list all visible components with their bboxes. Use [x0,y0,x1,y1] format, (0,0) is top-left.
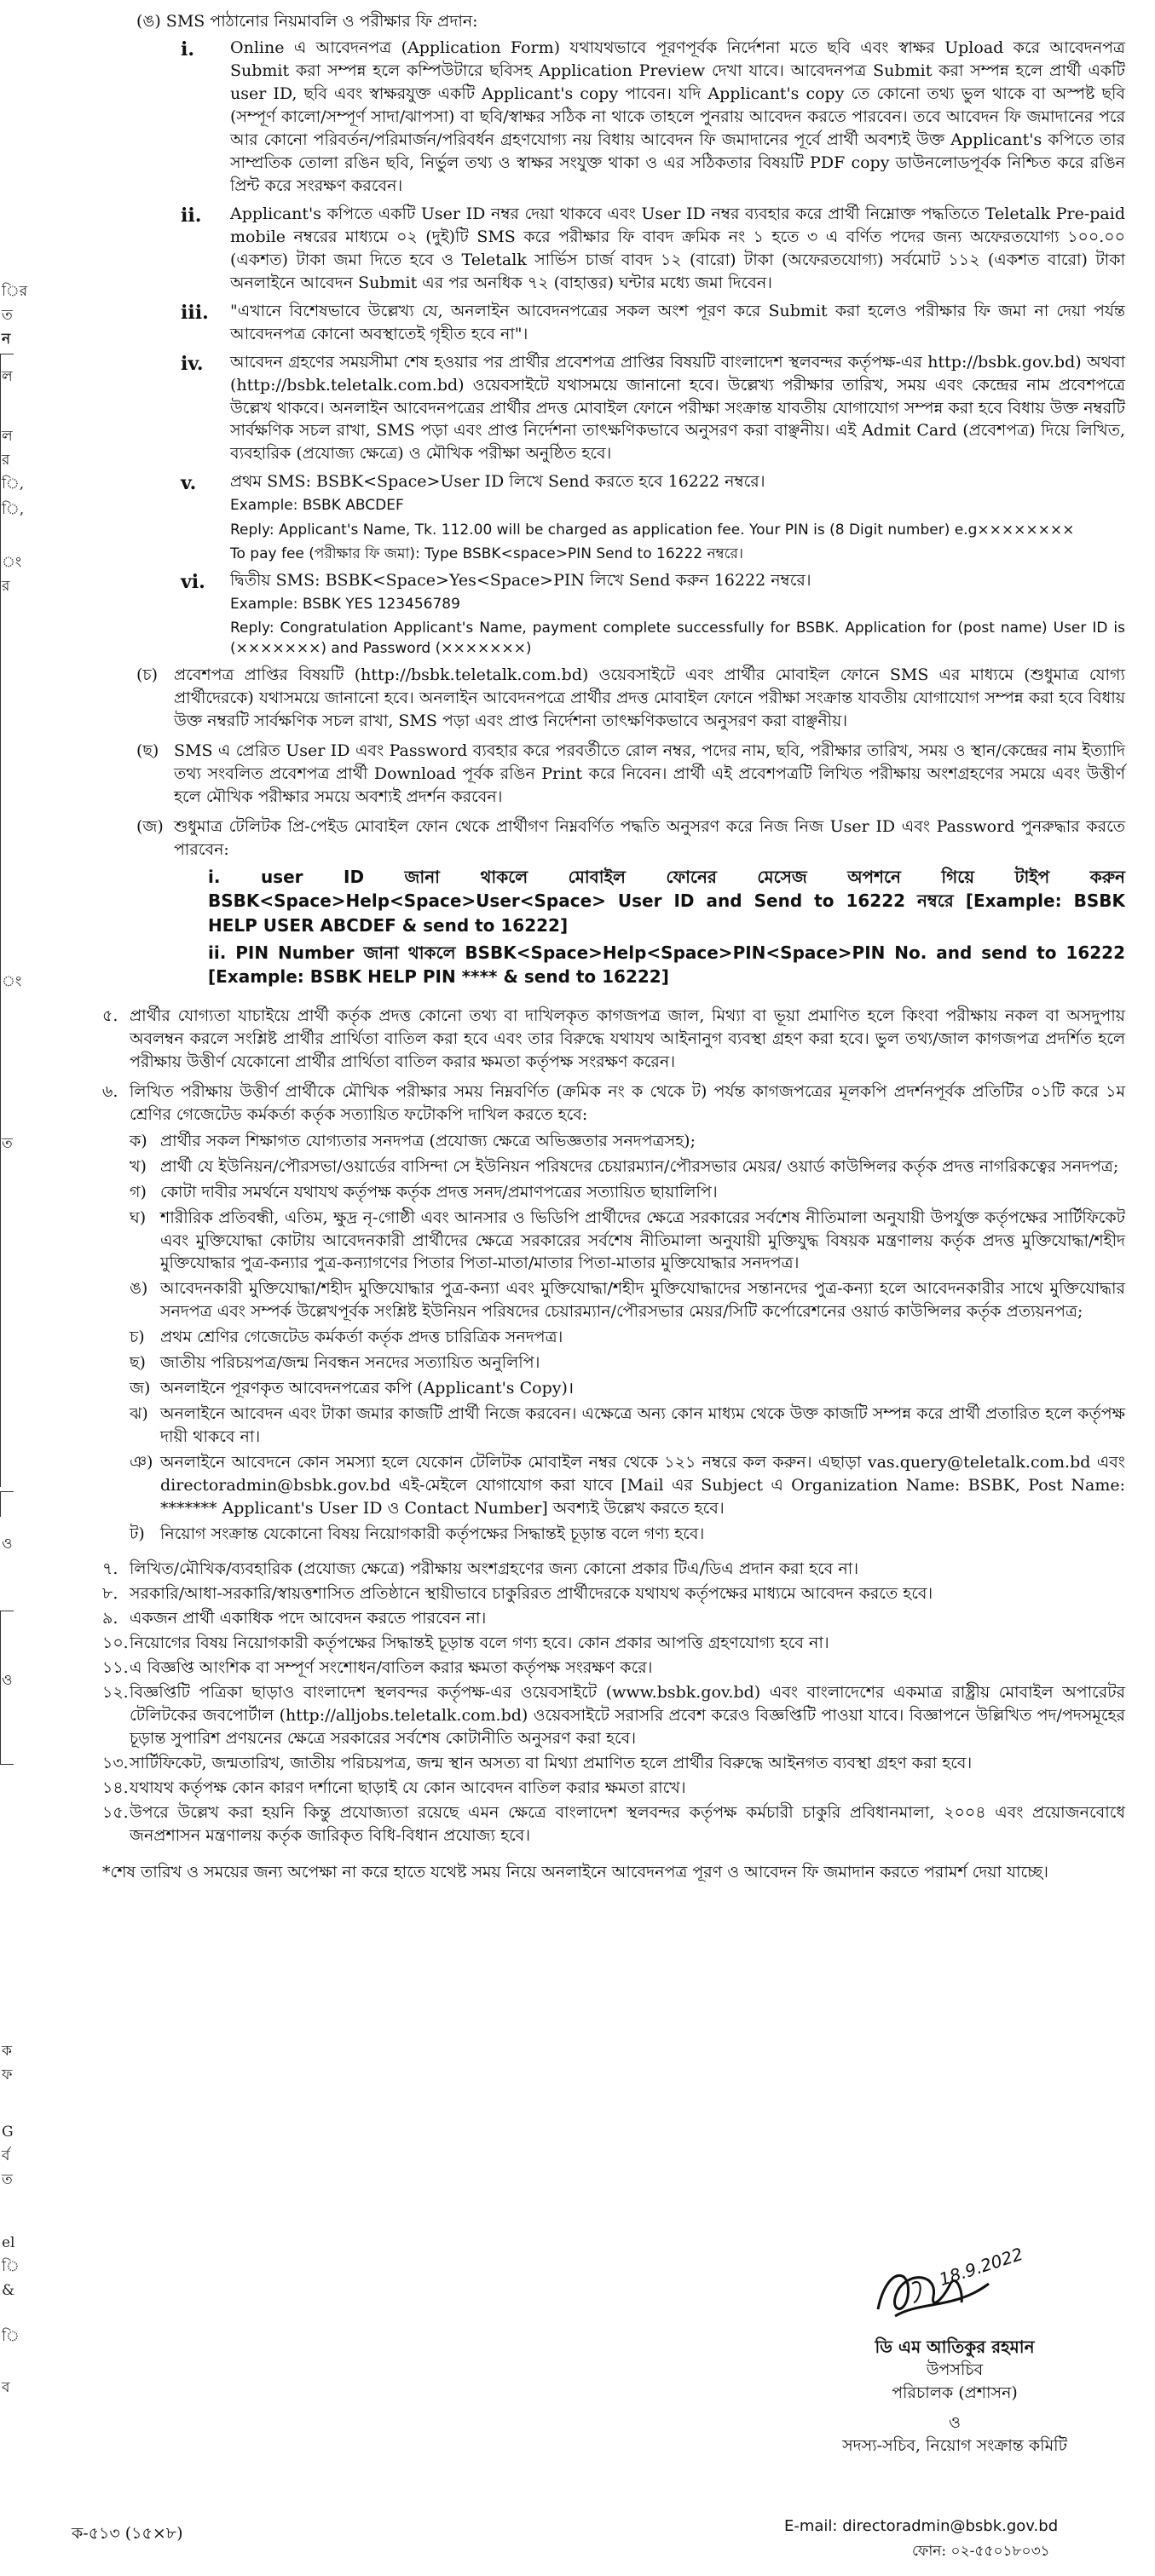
checklist-label: জ) [130,1379,151,1398]
sms-pay-instruction: To pay fee (পরীক্ষার ফি জমা): Type BSBK<space>PIN Send to 16222 নম্বরে। [230,545,743,562]
sms-item-vi [181,569,1125,659]
left-fragment: ত [2,307,13,324]
checklist-item [130,1277,1125,1323]
left-fragment: ক [2,2043,12,2060]
sms-item-ii [181,203,1125,295]
item-text: নিয়োগের বিষয় নিয়োগকারী কর্তৃপক্ষের সিদ্ধান্তই চূড়ান্ত বলে গণ্য হবে। কোন প্রকার আপত্তি গ্রহণযোগ্য হবে না। [130,1634,829,1653]
checklist-item [130,1207,1125,1276]
item-number: ৬. [102,1081,118,1101]
item-number: iv. [181,352,204,375]
left-fragment: ন [2,331,11,348]
general-conditions-list [102,1558,1125,1847]
left-fragment: র্ব [2,2147,10,2164]
checklist-item [130,1523,1125,1546]
left-fragment: el [2,2234,15,2251]
advisory-note: *শেষ তারিখ ও সময়ের জন্য অপেক্ষা না করে হাতে যথেষ্ট সময় নিয়ে অনলাইনে আবেদনপত্র পূরণ ও আবেদন ফি জমাদান করতে পরামর্শ দেয়া যাচ্ছে। [102,1862,1048,1882]
checklist-text: কোটা দাবীর সমর্থনে যথাযথ কর্তৃপক্ষ কর্তৃক প্রদত্ত সনদ/প্রমাণপত্রের সত্যায়িত ছায়ালিপি। [160,1182,718,1202]
left-fragment: ত [2,2171,13,2188]
condition-item [102,1632,1125,1655]
conjunction: ও [949,2413,961,2433]
recovery-user-id: i. user ID জানা থাকলে মোবাইল ফোনের মেসেজ অপশনে গিয়ে টাইপ করুন BSBK<Space>Help<Space>User<Space> User ID and Send to 16222 নম্বরে [Example: BSBK HELP USER ABCDEF & send to 16222] [208,866,1125,936]
officer-name: ডি এম আতিকুর রহমান [875,2337,1035,2357]
checklist-text: জাতীয় পরিচয়পত্র/জন্ম নিবন্ধন সনদের সত্যায়িত অনুলিপি। [160,1353,540,1373]
left-fragment: র [2,578,10,595]
item-number: ৭. [102,1559,118,1579]
left-fragment: ফ [2,2066,13,2083]
officer-title: সদস্য-সচিব, নিয়োগ সংক্রান্ত কমিটি [842,2436,1067,2456]
footer-code: ক-৫১৩ (১৫×৮) [72,2524,183,2543]
signature-date: 18.9.2022 [936,2243,1025,2291]
item-text: লিখিত পরীক্ষায় উত্তীর্ণ প্রার্থীকে মৌখিক পরীক্ষার সময় নিম্নবর্ণিত (ক্রমিক নং ক থেকে ট) পর্যন্ত কাগজপত্রের মূলকপি প্রদর্শনপূর্বক প্রতিটির ০১টি করে ১ম শ্রেণির গেজেটেড কর্মকর্তা কর্তৃক সত্যায়িত ফটোকপি দাখিল করতে হবে: [130,1081,1125,1124]
checklist-item [130,1403,1125,1449]
item-text: বিজ্ঞপ্তিটি পত্রিকা ছাড়াও বাংলাদেশ স্থলবন্দর কর্তৃপক্ষ-এর ওয়েবসাইটে (www.bsbk.gov.bd) এবং বাংলাদেশের একমাত্র রাষ্ট্রীয় মোবাইল অপারেটর টেলিটকের জবপোর্টাল (http://alljobs.teletalk.com.bd) ওয়েবসাইটে সরাসরি প্রবেশ করেও বিজ্ঞপ্তিটি পাওয়া যাবে। বিজ্ঞাপনে উল্লিখিত পদ/পদসমূহের চূড়ান্ত সুপারিশ প্রণয়নের ক্ষেত্রে সরকারের সর্বশেষ কোটানীতি অনুসরণ করা হবে। [130,1682,1125,1748]
checklist-text: শারীরিক প্রতিবন্ধী, এতিম, ক্ষুদ্র নৃ-গোষ্ঠী এবং আনসার ও ভিডিপি প্রার্থীদের ক্ষেত্রে সরকারের সর্বশেষ নীতিমালা অনুযায়ী উপর্যুক্ত কর্তৃপক্ষের সার্টিফিকেট এবং মুক্তিযোদ্ধা কোটায় আবেদনকারী প্রার্থীদের ক্ষেত্রে সরকারের সর্বশেষ নীতিমালা অনুযায়ী মুক্তিযুদ্ধ বিষয়ক মন্ত্রণালয় কর্তৃক প্রদত্ত মুক্তিযোদ্ধা/শহীদ মুক্তিযোদ্ধার পুত্র-কন্যার পুত্র-কন্যাগণের পিতার পিতা-মাতা/মাতার পিতা-মাতার মুক্তিযোদ্ধার সনদপত্র। [160,1207,1125,1273]
section-label: (চ) [136,666,159,685]
item-number: ১৪. [102,1778,129,1797]
sms-item-i [181,37,1125,198]
sms-reply: Reply: Congratulation Applicant's Name, payment complete successfully for BSBK. Application for (post name) User ID is (×××××××) and Password (×××××××) [230,619,1125,657]
checklist-item [130,1181,1125,1204]
item-number: ii. [181,204,202,227]
checklist-item [130,1351,1125,1374]
sms-item-v [181,470,1125,563]
item-5 [102,1005,1125,1074]
left-fragment: ির [2,283,28,300]
recovery-pin: ii. PIN Number জানা থাকলে BSBK<Space>Help<Space>PIN<Space>PIN No. and send to 16222 [Example: BSBK HELP PIN **** & send to 16222] [208,942,1125,988]
section-text: শুধুমাত্র টেলিটক প্রি-পেইড মোবাইল ফোন থেকে প্রার্থীগণ নিম্নবর্ণিত পদ্ধতি অনুসরণ করে নিজ নিজ User ID এবং Password পুনরুদ্ধার করতে পারবেন: [174,816,1125,859]
checklist-text: নিয়োগ সংক্রান্ত যেকোনো বিষয় নিয়োগকারী কর্তৃপক্ষের সিদ্ধান্তই চূড়ান্ত বলে গণ্য হবে। [160,1524,705,1544]
left-fragment: ি, [2,501,25,518]
condition-item [102,1801,1125,1847]
contact-phone: ফোন: ০২-৫৫০১৮০৩১ [912,2543,1050,2560]
checklist-item [130,1451,1125,1520]
officer-title: উপসচিব [926,2360,984,2380]
condition-item [102,1681,1125,1750]
checklist-label: ঞ) [130,1453,153,1472]
condition-item [102,1777,1125,1800]
checklist-text: প্রার্থীর সকল শিক্ষাগত যোগ্যতার সনদপত্র (প্রযোজ্য ক্ষেত্রে অভিজ্ঞতার সনদপত্রসহ); [160,1131,696,1150]
section-label: (ছ) [136,741,159,760]
checklist-text: আবেদনকারী মুক্তিযোদ্ধা/শহীদ মুক্তিযোদ্ধার পুত্র-কন্যা এবং মুক্তিযোদ্ধা/শহীদ মুক্তিযোদ্ধাদের সন্তানদের পুত্র-কন্যা হলে আবেদনকারীর সাথে মুক্তিযোদ্ধার সনদপত্র এবং সম্পর্ক উল্লেখপূর্বক সংশ্লিষ্ট ইউনিয়ন পরিষদের চেয়ারম্যান/পৌরসভার মেয়র/সিটি কর্পোরেশনের ওয়ার্ড কাউন্সিলর কর্তৃক প্রত্যয়নপত্র; [160,1279,1125,1322]
section-text: SMS এ প্রেরিত User ID এবং Password ব্যবহার করে পরবর্তীতে রোল নম্বর, পদের নাম, ছবি, পরীক্ষার তারিখ, সময় ও স্থান/কেন্দ্রের নাম ইত্যাদি তথ্য সংবলিত প্রবেশপত্র প্রার্থী Download পূর্বক রঙিন Print করে নিবেন। প্রার্থী এই প্রবেশপত্রটি লিখিত পরীক্ষায় অংশগ্রহণের সময়ে এবং উত্তীর্ণ হলে মৌখিক পরীক্ষার সময়ে অবশ্যই প্রদর্শন করবেন। [174,741,1125,806]
column-border [0,1491,1,1517]
item-text: দ্বিতীয় SMS: BSBK<Space>Yes<Space>PIN লিখে Send করুন 16222 নম্বরে। [230,570,811,590]
sms-example: Example: BSBK ABCDEF [230,497,404,515]
left-fragment: & [2,2282,15,2299]
left-fragment: ং [2,973,22,990]
left-fragment: ল [2,368,13,385]
checklist-label: চ) [130,1328,145,1347]
sms-reply: Reply: Applicant's Name, Tk. 112.00 will be charged as application fee. Your PIN is (8 Digit number) e.g×××××××× [230,521,1075,539]
checklist-item [130,1326,1125,1349]
item-number: ৮. [102,1584,118,1604]
item-6 [102,1081,1125,1127]
sms-item-iii [181,300,1125,346]
left-fragment: ল [2,428,13,445]
checklist-label: ঝ) [130,1404,148,1424]
left-fragment: ি [2,2328,20,2345]
checklist-item [130,1377,1125,1400]
item-number: ১১. [102,1657,129,1677]
checklist-text: প্রার্থী যে ইউনিয়ন/পৌরসভা/ওয়ার্ডের বাসিন্দা সে ইউনিয়ন পরিষদের চেয়ারম্যান/পৌরসভার মেয়র/ ওয়ার্ড কাউন্সিলর কর্তৃক প্রদত্ত নাগরিকত্বের সনদপত্র; [160,1156,1119,1176]
signature-block [767,2243,1142,2458]
checklist-label: ক) [130,1131,147,1150]
left-fragment: ি [2,2258,20,2275]
item-text: প্রার্থীর যোগ্যতা যাচাইয়ে প্রার্থী কর্তৃক প্রদত্ত কোনো তথ্য বা দাখিলকৃত কাগজপত্র জাল, মিথ্যা বা ভূয়া প্রমাণিত হলে কিংবা পরীক্ষায় নকল বা অসদুপায় অবলম্বন করলে সংশ্লিষ্ট প্রার্থীর প্রার্থিতা বাতিল করা হবে এবং তার বিরুদ্ধে যথাযথ আইনানুগ ব্যবস্থা গ্রহণ করা হবে। ভুল তথ্য/জাল কাগজপত্র প্রদর্শিত হলে পরীক্ষায় উত্তীর্ণ যেকোনো প্রার্থীর প্রার্থিতা বাতিল করার ক্ষমতা কর্তৃপক্ষ সংরক্ষণ করেন। [130,1006,1125,1071]
checklist-label: ঙ) [130,1279,148,1299]
condition-item [102,1657,1125,1680]
checklist-label: গ) [130,1182,147,1202]
item-number: ১০. [102,1634,129,1653]
item-text: এ বিজ্ঞপ্তি আংশিক বা সম্পূর্ণ সংশোধন/বাতিল করার ক্ষমতা কর্তৃপক্ষ সংরক্ষণ করে। [130,1657,653,1677]
column-border [0,1611,1,1764]
checklist-label: ছ) [130,1353,146,1373]
condition-item [102,1582,1125,1605]
item-text: Applicant's কপিতে একটি User ID নম্বর দেয়া থাকবে এবং User ID নম্বর ব্যবহার করে প্রার্থী নিম্নোক্ত পদ্ধতিতে Teletalk Pre-paid mobile নম্বরের মাধ্যমে ০২ (দুই)টি SMS করে পরীক্ষার ফি বাবদ ক্রমিক নং ১ হতে ৩ এ বর্ণিত পদের জন্য অফেরতযোগ্য ১০০.০০ (একশত) টাকা জমা দিতে হবে ও Teletalk সার্ভিস চার্জ বাবদ ১২ (বারো) টাকা (অফেরতযোগ্য) সর্বমোট ১১২ (একশত বারো) টাকা অনলাইনে আবেদন Submit এর পর অনধিক ৭২ (বাহাত্তর) ঘন্টার মধ্যে জমা দিবেন। [230,204,1125,292]
item-text: একজন প্রার্থী একাধিক পদে আবেদন করতে পারবেন না। [130,1609,487,1628]
item-text: সরকারি/আধা-সরকারি/স্বায়ত্তশাসিত প্রতিষ্ঠানে স্থায়ীভাবে চাকুরিরত প্রার্থীদেরকে যথাযথ কর্তৃপক্ষের মাধ্যমে আবেদন করতে হবে। [130,1584,933,1604]
left-fragment: ব [2,2379,10,2396]
checklist-label: ঘ) [130,1207,147,1227]
item-number: ৫. [102,1006,118,1025]
item-number: vi. [181,570,205,593]
column-rule [0,1491,14,1492]
condition-item [102,1752,1125,1775]
item-text: যথাযথ কর্তৃপক্ষ কোন কারণ দর্শানো ছাড়াই যে কোন আবেদন বাতিল করার ক্ষমতা রাখে। [130,1778,686,1797]
sms-example: Example: BSBK YES 123456789 [230,595,460,613]
checklist-label: ট) [130,1524,145,1544]
checklist-text: প্রথম শ্রেণির গেজেটেড কর্মকর্তা কর্তৃক প্রদত্ত চারিত্রিক সনদপত্র। [160,1328,563,1347]
condition-item [102,1607,1125,1630]
main-content [102,0,1125,1884]
item-text: সার্টিফিকেট, জন্মতারিখ, জাতীয় পরিচয়পত্র, জন্ম স্থান অসত্য বা মিথ্যা প্রমাণিত হলে প্রার্থীর বিরুদ্ধে আইনগত ব্যবস্থা গ্রহণ করা হবে। [130,1753,973,1772]
left-fragment: ত [2,1135,13,1152]
condition-item [102,1558,1125,1581]
item-text: Online এ আবেদনপত্র (Application Form) যথাযথভাবে পূরণপূর্বক নির্দেশনা মতে ছবি এবং স্বাক্ষর Upload করে আবেদনপত্র Submit করা সম্পন্ন হলে কম্পিউটারে ছবিসহ Application Preview দেখা যাবে। আবেদনপত্র Submit করা সম্পন্ন হলে প্রার্থী একটি user ID, ছবি এবং স্বাক্ষরযুক্ত একটি Applicant's copy পাবেন। যদি Applicant's copy তে কোনো তথ্য ভুল থাকে বা অস্পষ্ট ছবি (সম্পূর্ণ কালো/সম্পূর্ণ সাদা/ঝাপসা) বা ছবি/স্বাক্ষর সঠিক না থাকে তাহলে পুনরায় আবেদন করতে পারবেন। তবে আবেদন ফি জমাদানের পরে আর কোনো পরিবর্তন/পরিমার্জন/পরিবর্ধন গ্রহণযোগ্য নয় বিধায় আবেদন ফি জমাদানের পূর্বে প্রার্থী অবশ্যই উক্ত Applicant's কপিতে তার সাম্প্রতিক তোলা রঙিন ছবি, নির্ভুল তথ্য ও স্বাক্ষর সংযুক্ত থাকা ও এর সঠিকতার বিষয়টি PDF copy ডাউনলোডপূর্বক নিশ্চিত করে রঙিন প্রিন্ট করে সংরক্ষণ করবেন। [230,37,1125,195]
item-number: ১২. [102,1682,129,1702]
left-fragment: ও [2,1536,13,1553]
item-text: প্রথম SMS: BSBK<Space>User ID লিখে Send করতে হবে 16222 নম্বরে। [230,472,765,492]
left-fragment: ং [2,554,22,571]
left-fragment: G [2,2124,14,2141]
checklist-item [130,1155,1125,1179]
section-cha [136,664,1125,733]
item-text: লিখিত/মৌখিক/ব্যবহারিক (প্রযোজ্য ক্ষেত্রে) পরীক্ষায় অংশগ্রহণের জন্য কোনো প্রকার টিএ/ডিএ প্রদান করা হবে না। [130,1559,859,1579]
section-ja [136,815,1125,989]
sms-item-iv [181,351,1125,466]
item-number: v. [181,472,197,495]
item-text: আবেদন গ্রহণের সময়সীমা শেষ হওয়ার পর প্রার্থীর প্রবেশপত্র প্রাপ্তির বিষয়টি বাংলাদেশ স্থলবন্দর কর্তৃপক্ষ-এর http://bsbk.gov.bd) অথবা (http://bsbk.teletalk.com.bd) ওয়েবসাইটে যথাসময়ে জানানো হবে। উল্লেখ্য পরীক্ষার তারিখ, সময় এবং কেন্দ্রের নাম প্রবেশপত্রে উল্লেখ থাকবে। অনলাইন আবেদনপত্রের প্রার্থীর প্রদত্ত মোবাইল ফোনে পরীক্ষা সংক্রান্ত যাবতীয় যোগাযোগ সম্পন্ন করা হবে বিধায় উক্ত নম্বরটি সার্বক্ষণিক সচল রাখা, SMS পড়া এবং প্রাপ্ত নির্দেশনা তাৎক্ষণিকভাবে অনুসরণ করা বাঞ্ছনীয়। এই Admit Card (প্রবেশপত্র) দিয়ে লিখিত, ব্যবহারিক (প্রযোজ্য ক্ষেত্রে) ও মৌখিক পরীক্ষা অনুষ্ঠিত হবে। [230,352,1125,464]
checklist-text: অনলাইনে আবেদনে কোন সমস্যা হলে যেকোন টেলিটক মোবাইল নম্বর থেকে ১২১ নম্বরে কল করুন। এছাড়া vas.query@teletalk.com.bd এবং directoradmin@bsbk.gov.bd এই-মেইলে যোগাযোগ করা যাবে [Mail এর Subject এ Organization Name: BSBK, Post Name: ******* Applicant's User ID ও Contact Number] অবশ্যই উল্লেখ করতে হবে। [160,1453,1125,1519]
item-number: ১৩. [102,1753,129,1772]
item-text: "এখানে বিশেষভাবে উল্লেখ্য যে, অনলাইন আবেদনপত্রের সকল অংশ পূরণ করে Submit করা হলেও পরীক্ষার ফি জমা না দেয়া পর্যন্ত আবেদনপত্র কোনো অবস্থাতেই গৃহীত হবে না"। [230,301,1125,343]
checklist-label: খ) [130,1156,147,1176]
contact-email: E-mail: directoradmin@bsbk.gov.bd [784,2517,1059,2535]
item-number: ৯. [102,1609,118,1628]
section-text: প্রবেশপত্র প্রাপ্তির বিষয়টি (http://bsbk.teletalk.com.bd) ওয়েবসাইটে এবং প্রার্থীর মোবাইল ফোনে SMS এর মাধ্যমে (শুধুমাত্র যোগ্য প্রার্থীদেরকে) যথাসময়ে জানানো হবে। অনলাইন আবেদনপত্রে প্রার্থীর প্রদত্ত মোবাইল ফোনে পরীক্ষা সংক্রান্ত যাবতীয় যোগাযোগ সম্পন্ন করা হবে বিধায় উক্ত নম্বরটি সার্বক্ষণিক সচল রাখা, SMS পড়া এবং প্রাপ্ত নির্দেশনা তাৎক্ষণিকভাবে অনুসরণ করা বাঞ্ছনীয়। [174,666,1125,731]
item-number: i. [181,37,195,61]
item-number: ১৫. [102,1802,129,1822]
left-fragment: ি, [2,475,25,493]
section-label: (জ) [136,816,164,836]
column-border [0,354,1,1487]
left-fragment: ও [2,1672,13,1689]
checklist-text: অনলাইনে পূরণকৃত আবেদনপত্রের কপি (Applicant's Copy)। [160,1379,575,1398]
item-number: iii. [181,301,209,324]
left-fragment: র [2,452,10,469]
left-clipped-column [0,0,43,2539]
section-chha [136,740,1125,809]
column-rule [0,1764,14,1765]
checklist-item [130,1130,1125,1153]
item-text: উপরে উল্লেখ করা হয়নি কিন্তু প্রযোজ্যতা রয়েছে এমন ক্ষেত্রে বাংলাদেশ স্থলবন্দর কর্তৃপক্ষ কর্মচারী চাকুরি প্রবিধানমালা, ২০০৪ এবং প্রয়োজনবোধে জনপ্রশাসন মন্ত্রণালয় কর্তৃক জারিকৃত বিধি-বিধান প্রযোজ্য হবে। [130,1802,1125,1845]
checklist-text: অনলাইনে আবেদন এবং টাকা জমার কাজটি প্রার্থী নিজে করবেন। এক্ষেত্রে অন্য কোন মাধ্যম থেকে উক্ত কাজটি সম্পন্ন করে প্রার্থী প্রতারিত হলে কর্তৃপক্ষ দায়ী থাকবে না। [160,1404,1125,1447]
section-ng-title: (ঙ) SMS পাঠানোর নিয়মাবলি ও পরীক্ষার ফি প্রদান: [136,12,478,31]
document-checklist [130,1130,1125,1546]
officer-title: পরিচালক (প্রশাসন) [892,2383,1018,2403]
